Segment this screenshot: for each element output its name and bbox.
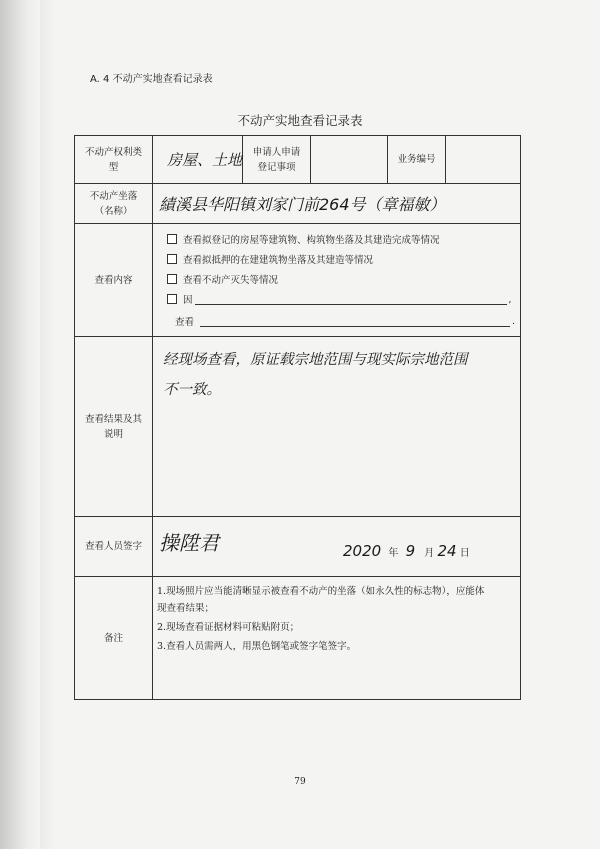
checkbox-3[interactable] (167, 274, 177, 284)
note-3: 3.查看人员需两人，用黑色钢笔或签字笔签字。 (157, 641, 357, 652)
row-inspection (75, 224, 521, 337)
result-value-line1: 经现场查看，原证载宗地范围与现实际宗地范围 (163, 352, 468, 368)
inspector-cell (153, 517, 521, 577)
view-line (200, 316, 510, 327)
inspection-label: 查看内容 (75, 224, 153, 337)
date-year-unit: 年 (388, 548, 399, 559)
business-no-value (446, 136, 521, 184)
form-title: 不动产实地查看记录表 (237, 113, 363, 128)
section-heading: A. 4 不动产实地查看记录表 (90, 74, 213, 85)
row-inspector (75, 517, 521, 577)
date-month: 9 (405, 542, 416, 560)
checkbox-4[interactable] (167, 294, 177, 304)
date-day: 24 (437, 542, 457, 560)
date-day-unit: 日 (459, 548, 470, 559)
right-type-value: 房屋、土地 (153, 136, 243, 184)
inspection-item-2 (167, 252, 520, 266)
checkbox-2[interactable] (167, 254, 177, 264)
row-result (75, 337, 521, 517)
date-month-unit: 月 (424, 548, 435, 559)
page-number: 79 (294, 777, 306, 787)
row-right-type (75, 136, 521, 184)
location-label: 不动产坐落（名称） (75, 184, 153, 224)
applicant-label: 申请人申请登记事项 (243, 136, 311, 184)
inspection-item-3 (167, 272, 520, 286)
business-no-label: 业务编号 (388, 136, 446, 184)
note-1a: 1.现场照片应当能清晰显示被查看不动产的坐落（如永久性的标志物），应能体 (157, 586, 485, 597)
inspection-items (153, 224, 521, 337)
notes-content (153, 577, 521, 700)
note-1b: 现查看结果； (157, 603, 215, 614)
result-label: 查看结果及其说明 (75, 337, 153, 517)
row-notes (75, 577, 521, 700)
note-2: 2.现场查看证据材料可粘贴附页； (157, 622, 300, 633)
notes-label: 备注 (75, 577, 153, 700)
inspection-item-2-text: 查看拟抵押的在建建筑物坐落及其建造等情况 (183, 255, 374, 266)
inspection-item-4: 因 , (167, 292, 520, 306)
result-value-line2: 不一致。 (163, 382, 221, 398)
sign-date (343, 542, 470, 560)
location-value: 績溪县华阳镇刘家门前264号（章福敏） (153, 184, 521, 224)
row-location (75, 184, 521, 224)
inspection-item-4-text: 因 (183, 295, 193, 306)
inspection-view-row: 查看 . (175, 315, 516, 328)
inspection-item-1 (167, 232, 520, 246)
inspection-form-table (74, 135, 521, 700)
inspector-label: 查看人员签字 (75, 517, 153, 577)
reason-line (195, 294, 507, 305)
inspection-item-1-text: 查看拟登记的房屋等建筑物、构筑物坐落及其建造完成等情况 (183, 235, 440, 246)
result-value (153, 337, 521, 517)
date-year: 2020 (343, 542, 382, 560)
inspection-item-3-text: 查看不动产灭失等情况 (183, 275, 279, 286)
inspection-view-label: 查看 (175, 317, 195, 328)
right-type-label: 不动产权利类型 (75, 136, 153, 184)
checkbox-1[interactable] (167, 234, 177, 244)
applicant-value (311, 136, 388, 184)
inspector-signature: 操陞君 (159, 531, 219, 555)
